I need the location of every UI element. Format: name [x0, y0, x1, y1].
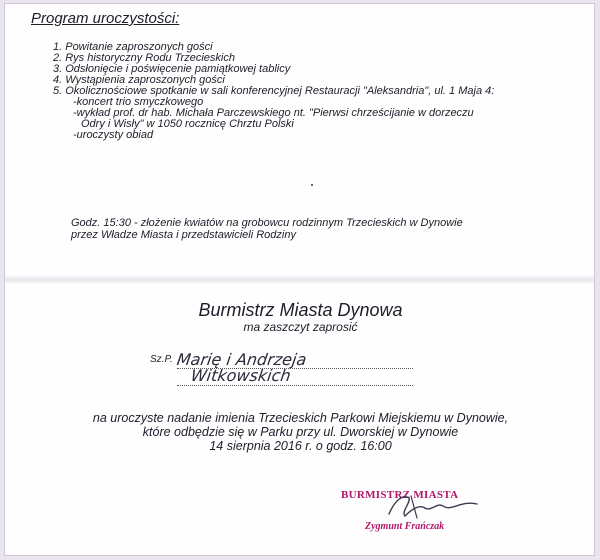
invitation-body-line-2: które odbędzie się w Parku przy ul. Dworskiej w Dynowie [142, 425, 459, 439]
program-list [53, 42, 494, 141]
invitation-heading: Burmistrz Miasta Dynowa [198, 300, 403, 320]
guest-name-handwritten-1: Marię i Andrzeja [175, 350, 308, 369]
ink-dot [311, 184, 313, 186]
invitation-body-line-1: na uroczyste nadanie imienia Trzecieskich Parkowi Miejskiemu w Dynowie, [92, 411, 509, 425]
program-item-1: 1. Powitanie zaproszonych gości [53, 41, 213, 53]
program-item-3: 3. Odsłonięcie i poświęcenie pamiątkowej tablicy [53, 63, 291, 75]
mayor-stamp-name: Zygmunt Frańczak [365, 521, 445, 532]
invitation-card [4, 3, 595, 556]
mayor-stamp-title: BURMISTRZ MIASTA [341, 489, 459, 501]
program-item-5: 5. Okolicznościowe spotkanie w sali konferencyjnej Restauracji "Aleksandria", ul. 1 Maja 4: [53, 85, 495, 97]
mayor-signature [381, 490, 491, 522]
program-subitem-lecture: -wykład prof. dr hab. Michała Parczewskiego nt. "Pierwsi chrześcijanie w dorzeczu [73, 107, 474, 119]
invitation-subheading: ma zaszczyt zaprosić [243, 320, 358, 334]
program-subitem-lecture-cont: Odry i Wisły" w 1050 rocznicę Chrztu Polski [81, 118, 294, 130]
program-item-4: 4. Wystąpienia zaproszonych gości [53, 74, 225, 86]
flower-laying-note [71, 217, 463, 241]
flower-laying-line-1: Godz. 15:30 - złożenie kwiatów na grobowcu rodzinnym Trzecieskich w Dynowie [71, 217, 463, 229]
program-item-2: 2. Rys historyczny Rodu Trzecieskich [53, 52, 235, 64]
fold-line [5, 274, 594, 284]
guest-dotted-line-2 [177, 385, 413, 386]
program-title: Program uroczystości: [31, 10, 180, 27]
flower-laying-line-2: przez Władze Miasta i przedstawicieli Rodziny [71, 229, 296, 241]
invitation-date-line: 14 sierpnia 2016 r. o godz. 16:00 [209, 439, 392, 453]
szp-label: Sz.P. [150, 354, 173, 365]
program-subitem-dinner: -uroczysty obiad [73, 129, 154, 141]
guest-name-handwritten-2: Witkowskich [189, 366, 293, 385]
program-subitem-concert: -koncert trio smyczkowego [73, 96, 204, 108]
